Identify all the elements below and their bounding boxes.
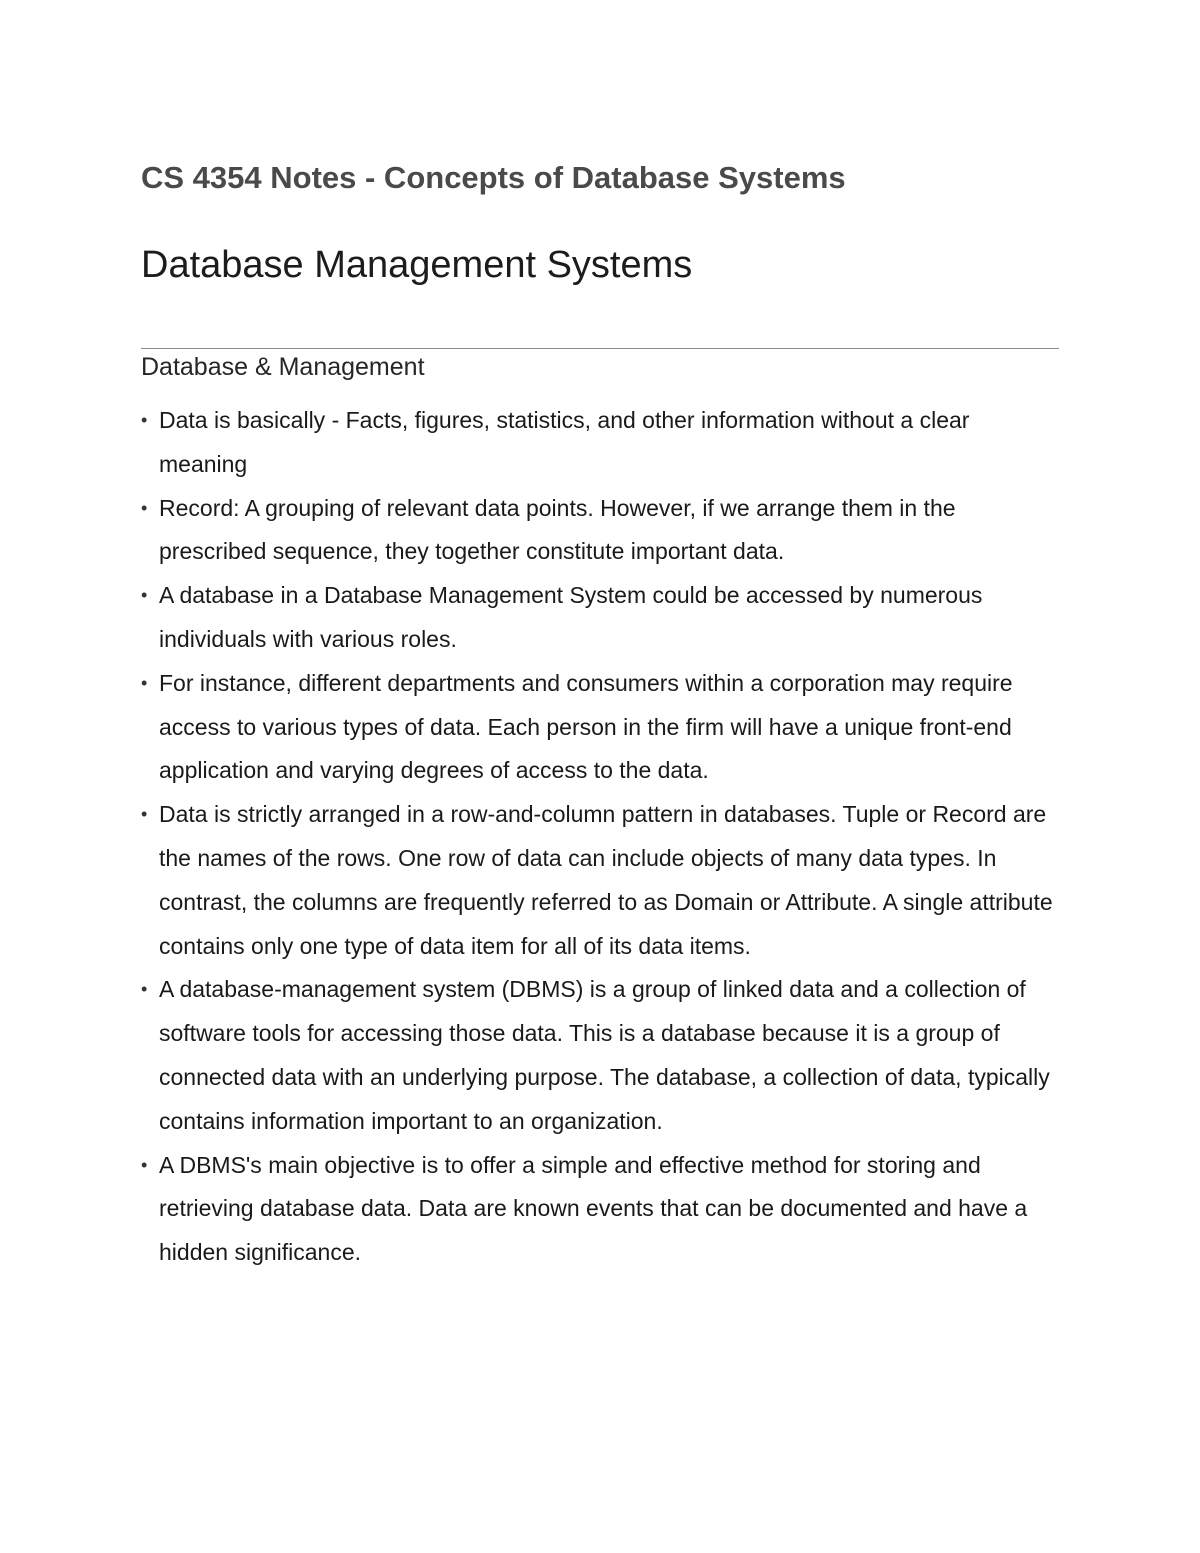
list-item bbox=[141, 662, 1061, 793]
list-item-text: Data is strictly arranged in a row-and-column pattern in databases. Tuple or Record are the names of the rows. One row of data can include objects of many data types. In contrast, the columns are frequently referred to as Domain or Attribute. A single attribute contains only one type of data item for all of its data items. bbox=[159, 801, 1053, 959]
bullet-icon: • bbox=[141, 585, 148, 606]
list-item bbox=[141, 574, 1061, 662]
list-item-text: Record: A grouping of relevant data points. However, if we arrange them in the prescribed sequence, they together constitute important data. bbox=[159, 494, 956, 565]
notes-bullet-list bbox=[141, 399, 1061, 1275]
bullet-icon: • bbox=[141, 804, 148, 825]
list-item-text: A database in a Database Management System could be accessed by numerous individuals with various roles. bbox=[159, 582, 983, 652]
section-divider bbox=[141, 348, 1059, 349]
bullet-icon: • bbox=[141, 410, 148, 430]
list-item-text: A database-management system (DBMS) is a group of linked data and a collection of software tools for accessing those data. This is a database because it is a group of connected data with an underlying purpose. The database, a collection of data, typically contains information important to an organization. bbox=[159, 976, 1050, 1134]
list-item bbox=[141, 793, 1061, 968]
document-title: CS 4354 Notes - Concepts of Database Systems bbox=[141, 160, 846, 195]
subsection-heading: Database & Management bbox=[141, 353, 425, 381]
list-item bbox=[141, 1144, 1061, 1275]
bullet-icon: • bbox=[141, 672, 148, 693]
list-item bbox=[141, 487, 1061, 575]
list-item bbox=[141, 968, 1061, 1143]
list-item-text: For instance, different departments and consumers within a corporation may require access to various types of data. Each person in the firm will have a unique front-end application and varying degrees of access to the data. bbox=[159, 669, 1013, 784]
list-item-text: Data is basically - Facts, figures, statistics, and other information without a clear meaning bbox=[159, 407, 970, 477]
bullet-icon: • bbox=[141, 497, 148, 518]
section-heading: Database Management Systems bbox=[141, 244, 693, 286]
list-item bbox=[141, 399, 1061, 487]
bullet-icon: • bbox=[141, 1154, 148, 1175]
bullet-icon: • bbox=[141, 979, 148, 1000]
list-item-text: A DBMS's main objective is to offer a simple and effective method for storing and retrieving database data. Data are known events that can be documented and have a hidden significance. bbox=[159, 1151, 1028, 1266]
